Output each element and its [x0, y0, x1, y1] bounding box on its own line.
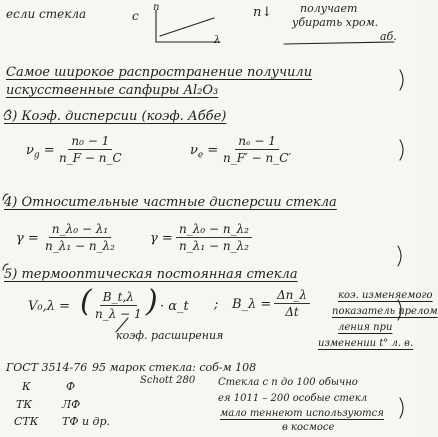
graph-axis-n: n — [153, 2, 160, 13]
section5-bracket — [3, 264, 8, 270]
note-line1: коэ. изменяемого — [338, 290, 433, 301]
section3-bracket — [4, 110, 10, 116]
b-lambda-numerator: Δn_λ — [274, 288, 310, 304]
thermo-numerator: B_t,λ — [100, 290, 137, 306]
abbe-e-denominator: n_F′ − n_C′ — [223, 151, 292, 165]
gost-number: ГОСТ 3514-76 — [6, 361, 88, 374]
section3-heading: 3) Коэф. дисперсии (коэф. Аббе) — [4, 109, 227, 124]
right-margin-bracket-5 — [400, 398, 403, 418]
glass-type-lf: ЛФ — [62, 398, 81, 411]
note-line3: ления при — [338, 322, 393, 333]
glass-type-tk: ТК — [16, 398, 32, 411]
intro-line1: Самое широкое распространение получили — [6, 65, 313, 80]
header-right-line2: убирать хром. — [292, 16, 379, 29]
header-right-line1: получает — [300, 2, 358, 15]
glass-type-tf: ТФ и др. — [62, 415, 111, 428]
rel-disp-1-numerator: n_λ₀ − λ₁ — [49, 222, 111, 238]
glass-type-f: Ф — [66, 380, 76, 393]
paren-close: ) — [146, 284, 158, 319]
header-n-down: n↓ — [253, 5, 273, 20]
intro-line2: искусственные сапфиры Al₂O₃ — [6, 83, 219, 98]
header-c-label: с — [132, 9, 139, 23]
glass-type-stk: СТК — [14, 415, 39, 428]
section4-bracket — [3, 194, 8, 200]
right-note-line2: ея 1011 – 200 особые стекл — [218, 393, 368, 404]
section4-heading: 4) Относительные частные дисперсии стекла — [4, 195, 337, 210]
glass-type-k: К — [22, 380, 31, 393]
abbe-nu-g: $\nu_g$ = — [26, 143, 55, 161]
note-line4: изменении t° л. в. — [318, 338, 414, 349]
right-note-line1: Стекла с n до 100 обычно — [218, 377, 358, 388]
section5-heading: 5) термооптическая постоянная стекла — [4, 267, 298, 282]
coef-expansion-note: коэф. расширения — [116, 329, 224, 342]
gost-marks: 95 марок стекла: соб-м 108 — [92, 361, 257, 374]
coef-arrow — [116, 318, 128, 332]
thermo-lhs: V₀,λ = — [28, 299, 70, 314]
gost-schott: Schott 280 — [140, 375, 196, 386]
header-left-text: если стекла — [6, 7, 87, 21]
rel-disp-1-denominator: n_λ₁ − n_λ₂ — [45, 239, 115, 253]
abbe-e-numerator: nₑ − 1 — [235, 134, 279, 150]
right-margin-bracket-2 — [400, 140, 403, 160]
rel-disp-gamma-1: γ = — [16, 231, 39, 246]
right-margin-bracket-3 — [398, 246, 401, 266]
thermo-alpha: · α_t — [160, 299, 189, 314]
thermo-semicolon: ; — [214, 297, 219, 312]
rel-disp-gamma-2: γ = — [150, 231, 173, 246]
paren-open: ( — [80, 284, 92, 319]
b-lambda-denominator: Δt — [285, 305, 299, 319]
right-margin-bracket-1 — [400, 70, 403, 90]
thermo-denominator: n_λ − 1 — [95, 307, 142, 321]
abbe-nu-e: $\nu_e$ = — [190, 143, 219, 161]
header-underline — [284, 42, 394, 44]
graph-axis-lambda: λ — [214, 35, 221, 46]
rel-disp-2-denominator: n_λ₁ − n_λ₂ — [179, 239, 249, 253]
header-right-line3: аб. — [380, 30, 397, 43]
rel-disp-2-numerator: n_λ₀ − n_λ₂ — [176, 222, 252, 238]
abbe-g-numerator: n₀ − 1 — [68, 134, 112, 150]
note-line2: показатель прелом — [332, 306, 438, 317]
graph-curve — [160, 18, 214, 36]
abbe-g-denominator: n_F − n_C — [59, 151, 122, 165]
right-note-line3: мало теннеют используются — [220, 408, 384, 419]
right-margin-bracket-4 — [398, 300, 401, 320]
b-lambda-lhs: B_λ = — [232, 297, 272, 312]
right-note-line4: в космосе — [282, 422, 335, 433]
